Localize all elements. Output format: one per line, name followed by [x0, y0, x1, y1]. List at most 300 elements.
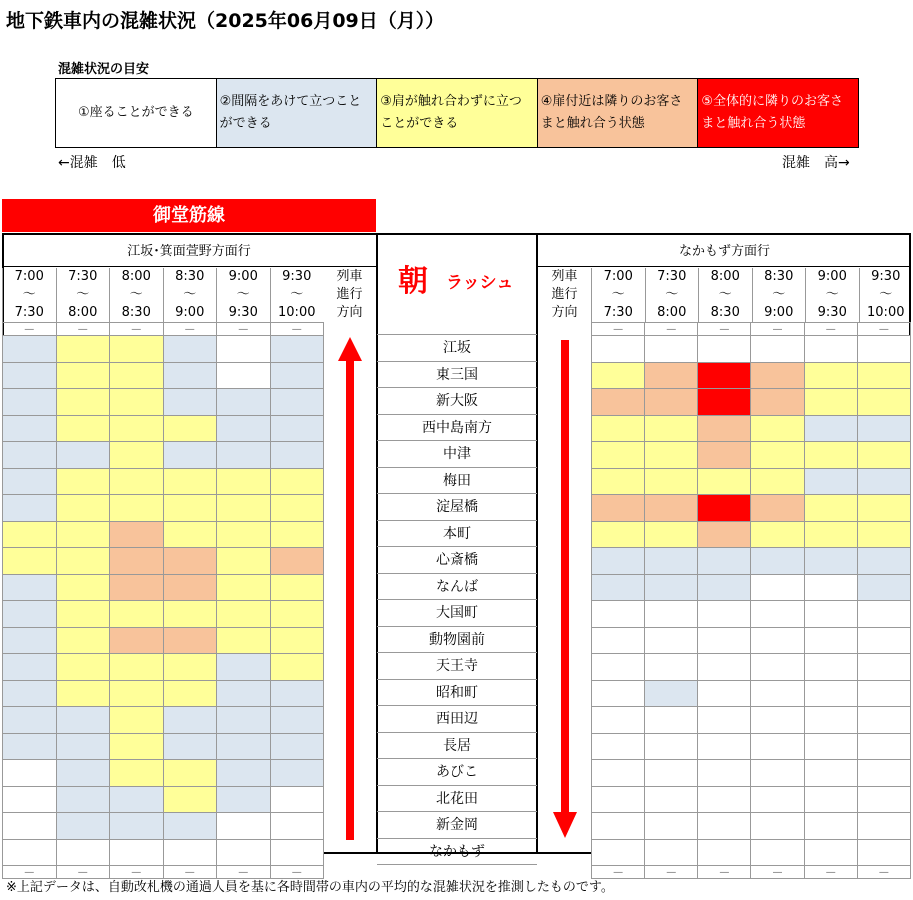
hdr-line-left — [2, 266, 378, 267]
congestion-cell — [110, 733, 164, 760]
congestion-cell — [592, 389, 645, 416]
congestion-cell — [592, 733, 645, 760]
station-name: 淀屋橋 — [377, 494, 537, 521]
congestion-cell — [804, 813, 857, 840]
congestion-cell — [592, 362, 645, 389]
congestion-cell — [163, 654, 217, 681]
congestion-cell — [217, 336, 271, 363]
congestion-cell — [857, 601, 910, 628]
congestion-cell — [163, 468, 217, 495]
right-row-心斎橋 — [592, 548, 911, 575]
time-slot-text: ～ — [825, 287, 839, 302]
left-direction-header: 江坂･箕面萱野方面行 — [127, 244, 251, 259]
congestion-cell — [804, 442, 857, 469]
congestion-cell — [270, 574, 324, 601]
congestion-cell — [751, 362, 804, 389]
congestion-cell — [645, 495, 698, 522]
congestion-cell — [751, 839, 804, 866]
congestion-cell — [163, 521, 217, 548]
congestion-cell — [804, 362, 857, 389]
congestion-cell — [592, 574, 645, 601]
congestion-cell — [56, 707, 110, 734]
congestion-cell — [804, 627, 857, 654]
congestion-cell — [3, 680, 57, 707]
time-slot-text: 7:00 — [603, 269, 633, 284]
dash-cell: — — [698, 866, 751, 879]
left-row-中津 — [3, 442, 324, 469]
station-name: 動物園前 — [377, 627, 537, 654]
congestion-cell — [857, 813, 910, 840]
congestion-cell — [751, 521, 804, 548]
congestion-cell — [110, 521, 164, 548]
time-slot-text: ～ — [129, 287, 143, 302]
station-name: 昭和町 — [377, 680, 537, 707]
congestion-cell — [592, 654, 645, 681]
left-row-梅田 — [3, 468, 324, 495]
left-row-あびこ — [3, 760, 324, 787]
congestion-cell — [110, 336, 164, 363]
left-row-大国町 — [3, 601, 324, 628]
congestion-cell — [217, 760, 271, 787]
congestion-cell — [592, 521, 645, 548]
congestion-cell — [110, 707, 164, 734]
up-direction-arrow — [330, 335, 370, 840]
station-spacer — [377, 322, 537, 335]
congestion-cell — [217, 654, 271, 681]
congestion-cell — [3, 813, 57, 840]
dash-cell: — — [751, 323, 804, 336]
congestion-cell — [751, 415, 804, 442]
congestion-cell — [56, 601, 110, 628]
time-slot-text: 9:30 — [228, 305, 258, 320]
time-slot-text: 7:30 — [657, 269, 687, 284]
time-slot-text: 10:00 — [278, 305, 316, 320]
station-name: 本町 — [377, 521, 537, 548]
congestion-cell — [751, 786, 804, 813]
congestion-cell — [804, 733, 857, 760]
time-slot-text: 10:00 — [867, 305, 905, 320]
congestion-cell — [110, 813, 164, 840]
footnote: ※上記データは、自動改札機の通過人員を基に各時間帯の車内の平均的な混雑状況を推測したものです。 — [6, 880, 614, 895]
time-slot-text: ～ — [772, 287, 786, 302]
right-time-slot-4 — [805, 268, 859, 322]
congestion-cell — [3, 362, 57, 389]
congestion-cell — [163, 760, 217, 787]
time-slot-text: ～ — [718, 287, 732, 302]
rush-big-label: 朝 — [398, 264, 428, 299]
congestion-cell — [751, 495, 804, 522]
right-row-あびこ — [592, 760, 911, 787]
congestion-cell — [751, 707, 804, 734]
congestion-cell — [804, 707, 857, 734]
congestion-cell — [698, 336, 751, 363]
congestion-cell — [163, 362, 217, 389]
time-slot-text: 8:30 — [175, 269, 205, 284]
time-slot-text: 7:30 — [603, 305, 633, 320]
congestion-cell — [110, 654, 164, 681]
legend-title: 混雑状況の目安 — [58, 62, 150, 77]
dash-cell: — — [3, 866, 57, 879]
congestion-cell — [698, 415, 751, 442]
congestion-cell — [56, 733, 110, 760]
congestion-cell — [698, 548, 751, 575]
time-slot-text: 9:00 — [228, 269, 258, 284]
station-name: なんば — [377, 574, 537, 601]
time-slot-text: 8:30 — [710, 305, 740, 320]
congestion-cell — [698, 495, 751, 522]
time-slot-text: 9:00 — [764, 305, 794, 320]
congestion-cell — [698, 468, 751, 495]
congestion-cell — [857, 786, 910, 813]
congestion-cell — [56, 574, 110, 601]
congestion-cell — [857, 336, 910, 363]
congestion-cell — [751, 389, 804, 416]
station-name: なかもず — [377, 839, 537, 866]
congestion-cell — [3, 601, 57, 628]
congestion-cell — [645, 442, 698, 469]
congestion-cell — [698, 601, 751, 628]
congestion-cell — [857, 760, 910, 787]
congestion-cell — [645, 680, 698, 707]
congestion-cell — [270, 495, 324, 522]
dash-cell: — — [592, 323, 645, 336]
congestion-cell — [645, 654, 698, 681]
congestion-cell — [857, 733, 910, 760]
congestion-cell — [110, 680, 164, 707]
congestion-cell — [804, 521, 857, 548]
station-name: 梅田 — [377, 468, 537, 495]
time-slot-text: ～ — [183, 287, 197, 302]
dash-cell: — — [110, 323, 164, 336]
congestion-cell — [56, 548, 110, 575]
congestion-cell — [3, 389, 57, 416]
congestion-cell — [804, 415, 857, 442]
congestion-cell — [56, 760, 110, 787]
congestion-cell — [270, 839, 324, 866]
congestion-cell — [645, 548, 698, 575]
right-direction-header: なかもず方面行 — [678, 244, 770, 259]
right-row-なんば — [592, 574, 911, 601]
congestion-cell — [217, 574, 271, 601]
congestion-cell — [56, 839, 110, 866]
legend-level-3: ③肩が触れ合わずに立つことができる — [377, 79, 538, 147]
congestion-cell — [270, 362, 324, 389]
congestion-cell — [217, 839, 271, 866]
congestion-cell — [163, 336, 217, 363]
left-row-心斎橋 — [3, 548, 324, 575]
congestion-cell — [270, 548, 324, 575]
congestion-cell — [110, 415, 164, 442]
congestion-cell — [3, 654, 57, 681]
congestion-cell — [698, 839, 751, 866]
right-row-動物園前 — [592, 627, 911, 654]
dash-cell: — — [163, 866, 217, 879]
legend-level-1: ①座ることができる — [56, 79, 217, 147]
station-name: 東三国 — [377, 362, 537, 389]
station-name: 新金岡 — [377, 812, 537, 839]
congestion-cell — [217, 813, 271, 840]
congestion-cell — [163, 415, 217, 442]
congestion-cell — [857, 654, 910, 681]
congestion-cell — [217, 733, 271, 760]
congestion-cell — [110, 760, 164, 787]
congestion-cell — [857, 389, 910, 416]
dash-cell: — — [592, 866, 645, 879]
congestion-cell — [698, 362, 751, 389]
dash-cell: — — [56, 866, 110, 879]
congestion-cell — [592, 707, 645, 734]
congestion-cell — [804, 654, 857, 681]
line-name: 御堂筋線 — [2, 199, 376, 232]
congestion-cell — [645, 521, 698, 548]
congestion-cell — [270, 389, 324, 416]
congestion-cell — [645, 336, 698, 363]
congestion-cell — [163, 786, 217, 813]
right-row-淀屋橋 — [592, 495, 911, 522]
dash-cell: — — [217, 866, 271, 879]
congestion-cell — [804, 760, 857, 787]
congestion-cell — [217, 442, 271, 469]
congestion-cell — [804, 680, 857, 707]
congestion-cell — [804, 574, 857, 601]
left-row-東三国 — [3, 362, 324, 389]
right-row-東三国 — [592, 362, 911, 389]
congestion-cell — [857, 839, 910, 866]
congestion-cell — [592, 839, 645, 866]
congestion-cell — [645, 415, 698, 442]
time-slot-text: 9:30 — [817, 305, 847, 320]
right-congestion-grid — [591, 322, 911, 879]
hdr-line-right — [536, 266, 911, 267]
dash-cell: — — [857, 323, 910, 336]
legend-level-5: ⑤全体的に隣りのお客さまと触れ合う状態 — [698, 79, 858, 147]
congestion-cell — [217, 495, 271, 522]
congestion-cell — [698, 574, 751, 601]
left-time-slot-2 — [109, 268, 163, 322]
congestion-cell — [857, 442, 910, 469]
congestion-cell — [56, 521, 110, 548]
station-name: 西中島南方 — [377, 415, 537, 442]
left-row-本町 — [3, 521, 324, 548]
congestion-cell — [270, 654, 324, 681]
congestion-cell — [56, 627, 110, 654]
left-row-西中島南方 — [3, 415, 324, 442]
congestion-cell — [3, 548, 57, 575]
congestion-cell — [217, 707, 271, 734]
right-row-なかもず — [592, 839, 911, 866]
right-time-slot-5 — [859, 268, 913, 322]
congestion-cell — [645, 389, 698, 416]
congestion-cell — [3, 336, 57, 363]
time-slot-text: 7:30 — [14, 305, 44, 320]
dash-cell: — — [645, 323, 698, 336]
right-train-direction-header — [538, 268, 591, 322]
time-slot-text: ～ — [236, 287, 250, 302]
congestion-cell — [110, 442, 164, 469]
time-slot-text: 8:00 — [68, 305, 98, 320]
time-slot-text: ～ — [76, 287, 90, 302]
congestion-cell — [163, 680, 217, 707]
left-row-昭和町 — [3, 680, 324, 707]
congestion-cell — [804, 839, 857, 866]
congestion-cell — [857, 415, 910, 442]
right-row-新大阪 — [592, 389, 911, 416]
congestion-cell — [270, 442, 324, 469]
congestion-cell — [56, 680, 110, 707]
time-slot-text: 8:00 — [121, 269, 151, 284]
right-row-天王寺 — [592, 654, 911, 681]
congestion-cell — [751, 654, 804, 681]
congestion-cell — [56, 786, 110, 813]
congestion-cell — [56, 813, 110, 840]
congestion-cell — [804, 495, 857, 522]
left-time-slot-1 — [56, 268, 110, 322]
right-row-江坂 — [592, 336, 911, 363]
scale-low-label: ←混雑 低 — [58, 155, 126, 171]
congestion-cell — [592, 601, 645, 628]
legend-level-4: ④扉付近は隣りのお客さまと触れ合う状態 — [538, 79, 699, 147]
congestion-cell — [3, 733, 57, 760]
congestion-cell — [270, 786, 324, 813]
congestion-cell — [163, 707, 217, 734]
right-time-slot-0 — [591, 268, 645, 322]
congestion-cell — [592, 786, 645, 813]
dash-cell: — — [3, 323, 57, 336]
congestion-cell — [857, 680, 910, 707]
congestion-cell — [270, 680, 324, 707]
left-row-なんば — [3, 574, 324, 601]
congestion-cell — [270, 813, 324, 840]
station-name: 西田辺 — [377, 706, 537, 733]
time-slot-text: 8:30 — [121, 305, 151, 320]
dash-cell: — — [857, 866, 910, 879]
congestion-cell — [110, 362, 164, 389]
congestion-cell — [698, 760, 751, 787]
congestion-cell — [592, 627, 645, 654]
station-name: 長居 — [377, 733, 537, 760]
congestion-cell — [804, 389, 857, 416]
congestion-cell — [804, 336, 857, 363]
congestion-cell — [163, 839, 217, 866]
congestion-cell — [3, 495, 57, 522]
congestion-cell — [163, 813, 217, 840]
congestion-cell — [751, 574, 804, 601]
congestion-cell — [110, 389, 164, 416]
congestion-cell — [56, 336, 110, 363]
left-congestion-grid — [2, 322, 324, 879]
time-slot-text: ～ — [665, 287, 679, 302]
congestion-cell — [645, 362, 698, 389]
time-slot-text: ～ — [290, 287, 304, 302]
congestion-cell — [110, 548, 164, 575]
congestion-cell — [270, 468, 324, 495]
congestion-cell — [592, 548, 645, 575]
congestion-cell — [804, 786, 857, 813]
dash-row — [592, 323, 911, 336]
congestion-cell — [857, 707, 910, 734]
congestion-cell — [110, 601, 164, 628]
congestion-cell — [163, 574, 217, 601]
congestion-cell — [56, 654, 110, 681]
station-name: 心斎橋 — [377, 547, 537, 574]
congestion-cell — [698, 813, 751, 840]
congestion-cell — [592, 415, 645, 442]
congestion-cell — [592, 813, 645, 840]
station-name: 江坂 — [377, 335, 537, 362]
time-slot-text: 9:00 — [817, 269, 847, 284]
dash-row — [3, 323, 324, 336]
congestion-cell — [645, 760, 698, 787]
congestion-cell — [110, 468, 164, 495]
congestion-cell — [163, 389, 217, 416]
time-slot-text: 7:00 — [14, 269, 44, 284]
congestion-cell — [217, 468, 271, 495]
left-dir-text: 列車進行方向 — [336, 269, 363, 320]
congestion-cell — [592, 495, 645, 522]
congestion-cell — [592, 336, 645, 363]
congestion-cell — [857, 548, 910, 575]
congestion-cell — [270, 521, 324, 548]
congestion-cell — [110, 839, 164, 866]
dash-cell: — — [110, 866, 164, 879]
congestion-cell — [270, 415, 324, 442]
congestion-cell — [592, 680, 645, 707]
left-time-slot-0 — [2, 268, 56, 322]
time-slot-text: 7:30 — [68, 269, 98, 284]
right-row-新金岡 — [592, 813, 911, 840]
congestion-cell — [857, 468, 910, 495]
congestion-cell — [3, 760, 57, 787]
rush-small-label: ラッシュ — [446, 273, 514, 293]
congestion-cell — [3, 627, 57, 654]
right-time-slot-1 — [645, 268, 699, 322]
left-time-slot-5 — [270, 268, 324, 322]
congestion-cell — [698, 680, 751, 707]
congestion-cell — [270, 760, 324, 787]
congestion-cell — [217, 601, 271, 628]
congestion-cell — [217, 627, 271, 654]
dash-cell: — — [217, 323, 271, 336]
congestion-cell — [270, 601, 324, 628]
station-name: 北花田 — [377, 786, 537, 813]
congestion-cell — [3, 839, 57, 866]
congestion-cell — [217, 548, 271, 575]
time-slot-text: 8:00 — [710, 269, 740, 284]
down-direction-arrow — [545, 340, 585, 840]
dash-cell: — — [645, 866, 698, 879]
left-row-新大阪 — [3, 389, 324, 416]
congestion-cell — [857, 362, 910, 389]
right-row-長居 — [592, 733, 911, 760]
congestion-cell — [857, 495, 910, 522]
dash-cell: — — [804, 866, 857, 879]
station-name: あびこ — [377, 759, 537, 786]
congestion-cell — [110, 495, 164, 522]
station-name: 天王寺 — [377, 653, 537, 680]
congestion-cell — [163, 548, 217, 575]
congestion-cell — [751, 813, 804, 840]
congestion-cell — [110, 786, 164, 813]
dash-cell: — — [698, 323, 751, 336]
congestion-cell — [804, 548, 857, 575]
congestion-cell — [3, 707, 57, 734]
scale-high-label: 混雑 高→ — [782, 155, 850, 171]
congestion-cell — [645, 574, 698, 601]
right-row-西田辺 — [592, 707, 911, 734]
left-time-slot-4 — [216, 268, 270, 322]
station-name: 大国町 — [377, 600, 537, 627]
station-name: 中津 — [377, 441, 537, 468]
